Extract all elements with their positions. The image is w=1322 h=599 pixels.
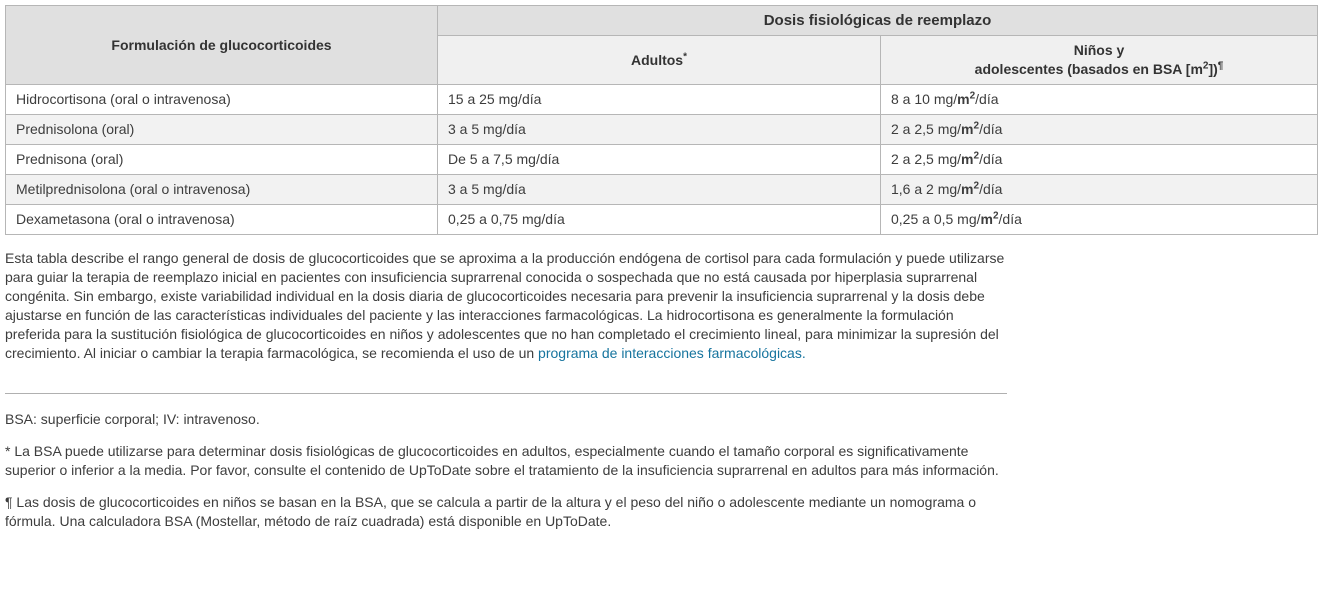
- formulation-cell: Prednisona (oral): [6, 145, 438, 175]
- formulation-cell: Prednisolona (oral): [6, 115, 438, 145]
- header-adults-label: Adultos: [630, 51, 684, 68]
- footnote-asterisk: * La BSA puede utilizarse para determinar dosis fisiológicas de glucocorticoides en adultos, especialmente cuando el tamaño corporal es significativamente superior o inferior a la media. Por favor, consulte el contenido de UpToDate sobre el tratamiento de la insuficiencia suprarrenal en adultos para más información.: [5, 443, 999, 478]
- header-children-line1: Niños y: [1073, 42, 1125, 58]
- child-dose-cell: 1,6 a 2 $mg/m^2$/día: [881, 175, 1318, 205]
- header-children-line2-end: ]): [1208, 61, 1218, 77]
- footnote-pilcrow: ¶ Las dosis de glucocorticoides en niños se basan en la BSA, que se calcula a partir de la altura y el peso del niño o adolescente mediante un nomograma o fórmula. Una calculadora BSA (Mostellar, método de raíz cuadrada) está disponible en UpToDate.: [5, 494, 977, 529]
- child-dose-cell: 0,25 a 0,5 $mg/m^2$/día: [881, 205, 1318, 235]
- header-children: [881, 36, 1318, 85]
- header-formulation: Formulación de glucocorticoides: [6, 6, 438, 85]
- squared-superscript: 2: [973, 150, 980, 162]
- table-row: [6, 85, 1318, 115]
- squared-superscript: 2: [1202, 60, 1209, 72]
- formulation-cell: Dexametasona (oral o intravenosa): [6, 205, 438, 235]
- drug-interaction-program-link[interactable]: programa de interacciones farmacológicas.: [538, 345, 806, 361]
- header-children-line2: adolescentes (basados en BSA [m: [974, 61, 1203, 77]
- header-adults: [438, 36, 881, 85]
- asterisk-superscript: *: [683, 50, 687, 62]
- adult-dose-cell: 3 a 5 mg/día: [438, 115, 881, 145]
- divider: [5, 393, 1007, 394]
- table-row: [6, 205, 1318, 235]
- table-header-row-1: [6, 6, 1318, 36]
- description-text: Esta tabla describe el rango general de dosis de glucocorticoides que se aproxima a la producción endógena de cortisol para cada formulación y puede utilizarse para guiar la terapia de reemplazo inicial en pacientes con insuficiencia suprarrenal conocida o sospechada que no está causada por hiperplasia suprarrenal congénita. Sin embargo, existe variabilidad individual en la dosis diaria de glucocorticoides necesaria para prevenir la insuficiencia suprarrenal y la dosis debe ajustarse en función de las características individuales del paciente y las interacciones farmacológicas. La hidrocortisona es generalmente la formulación preferida para la sustitución fisiológica de glucocorticoides en niños y adolescentes que no han completado el crecimiento lineal, para minimizar la supresión del crecimiento. Al iniciar o cambiar la terapia farmacológica, se recomienda el uso de un: [5, 250, 1005, 361]
- adult-dose-cell: 3 a 5 mg/día: [438, 175, 881, 205]
- adult-dose-cell: De 5 a 7,5 mg/día: [438, 145, 881, 175]
- squared-superscript: 2: [992, 210, 999, 222]
- child-dose-cell: 8 a 10 $mg/m^2$/día: [881, 85, 1318, 115]
- table-row: [6, 145, 1318, 175]
- squared-superscript: 2: [969, 90, 976, 102]
- adult-dose-cell: 15 a 25 mg/día: [438, 85, 881, 115]
- formulation-cell: Metilprednisolona (oral o intravenosa): [6, 175, 438, 205]
- child-dose-cell: 2 a 2,5 $mg/m^2$/día: [881, 115, 1318, 145]
- glucocorticoid-dose-table: [5, 5, 1318, 235]
- table-description: [5, 249, 1007, 363]
- table-row: [6, 115, 1318, 145]
- footnote-abbreviations: BSA: superficie corporal; IV: intravenoso.: [5, 411, 260, 427]
- table-row: [6, 175, 1318, 205]
- child-dose-cell: 2 a 2,5 $mg/m^2$/día: [881, 145, 1318, 175]
- header-group-title: Dosis fisiológicas de reemplazo: [438, 6, 1318, 36]
- formulation-cell: Hidrocortisona (oral o intravenosa): [6, 85, 438, 115]
- pilcrow-superscript: ¶: [1217, 60, 1224, 72]
- adult-dose-cell: 0,25 a 0,75 mg/día: [438, 205, 881, 235]
- squared-superscript: 2: [973, 120, 980, 132]
- squared-superscript: 2: [973, 180, 980, 192]
